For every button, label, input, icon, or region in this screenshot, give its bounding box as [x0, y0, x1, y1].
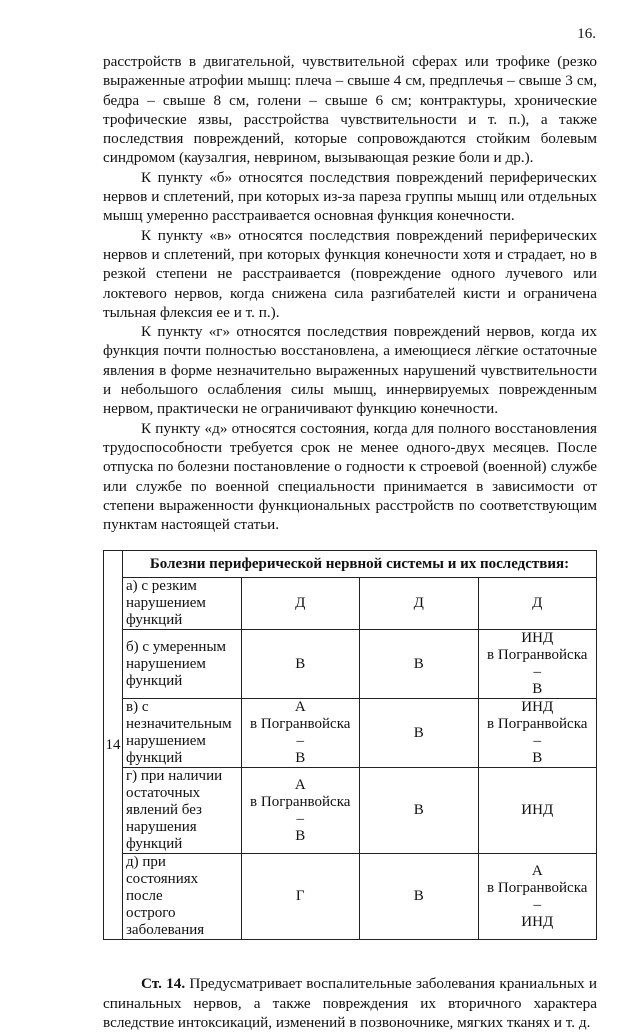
table-row	[104, 578, 597, 630]
paragraph-item-v: К пункту «в» относятся последствия повреждений периферических нервов и сплетений, при которых функция конечности хотя и страдает, но в резкой степени не расстраивается (повреждение одного лучевого или локтевого нервов, когда снижена сила разгибателей кисти и ограничена тыльная флексия ее и т. п.).	[103, 226, 597, 321]
table-row	[104, 854, 597, 940]
category-col-3: Д	[478, 578, 597, 630]
row-label: г) при наличии остаточных явлений без нарушения функций	[123, 768, 242, 854]
table-row	[104, 768, 597, 854]
category-col-3: ИНД	[478, 768, 597, 854]
page-number: 16.	[577, 26, 596, 42]
category-col-2: В	[360, 854, 479, 940]
table-row	[104, 630, 597, 699]
category-col-1: Д	[241, 578, 360, 630]
category-col-1: А в Погранвойска – В	[241, 699, 360, 768]
fitness-table-grid	[103, 550, 597, 940]
category-col-3: ИНД в Погранвойска – В	[478, 699, 597, 768]
row-label: в) с незначительным нарушением функций	[123, 699, 242, 768]
category-col-1: В	[241, 630, 360, 699]
category-col-3: ИНД в Погранвойска – В	[478, 630, 597, 699]
row-label: д) при состояниях после острого заболевания	[123, 854, 242, 940]
category-col-2: В	[360, 630, 479, 699]
paragraph-item-d: К пункту «д» относятся состояния, когда для полного восстановления трудоспособности требуется срок не менее одного-двух месяцев. После отпуска по болезни постановление о годности к строевой (военной) службе или службе по военной специальности принимается в зависимости от степени выраженности функциональных расстройств по соответствующим пунктам настоящей статьи.	[103, 419, 597, 534]
article-number-cell: 14	[104, 551, 123, 940]
article-lead: Ст. 14.	[141, 975, 186, 993]
document-body	[103, 52, 597, 1032]
category-col-2: Д	[360, 578, 479, 630]
category-col-2: В	[360, 768, 479, 854]
table-row	[104, 699, 597, 768]
category-col-3: А в Погранвойска – ИНД	[478, 854, 597, 940]
paragraph-item-b: К пункту «б» относятся последствия повреждений периферических нервов и сплетений, при которых из-за пареза группы мышц или отдельных мышц умеренно расстраивается основная функция конечности.	[103, 168, 597, 225]
table-header: Болезни периферической нервной системы и их последствия:	[123, 551, 597, 578]
category-col-1: А в Погранвойска – В	[241, 768, 360, 854]
row-label: б) с умеренным нарушением функций	[123, 630, 242, 699]
article-commentary-text: Предусматривает воспалительные заболевания краниальных и спинальных нервов, а также повреждения их вторичного характера вследствие интоксикаций, изменений в позвоночнике, мягких тканях и т. д.	[103, 975, 597, 1032]
table-header-row	[104, 551, 597, 578]
paragraph-continuation: расстройств в двигательной, чувствительной сферах или трофике (резко выраженные атрофии мышц: плеча – свыше 4 см, предплечья – свыше 3 см, бедра – свыше 8 см, голени – свыше 6 см; контрактуры, хронические трофические язвы, расстройства чувствительности и т. п.), а также последствия повреждений, которые сопровождаются стойким болевым синдромом (каузалгия, неврином, вызывающая резкие боли и др.).	[103, 53, 597, 167]
category-col-2: В	[360, 699, 479, 768]
row-label: а) с резким нарушением функций	[123, 578, 242, 630]
category-col-1: Г	[241, 854, 360, 940]
fitness-table	[103, 550, 597, 940]
paragraph-item-g: К пункту «г» относятся последствия повреждений нервов, когда их функция почти полностью восстановлена, а имеющиеся лёгкие остаточные явления в форме незначительно выраженных нарушений чувствительности и небольшого ослабления силы мышц, иннервируемых поврежденным нервом, практически не ограничивают функцию конечности.	[103, 323, 597, 418]
article-commentary	[103, 974, 597, 1032]
